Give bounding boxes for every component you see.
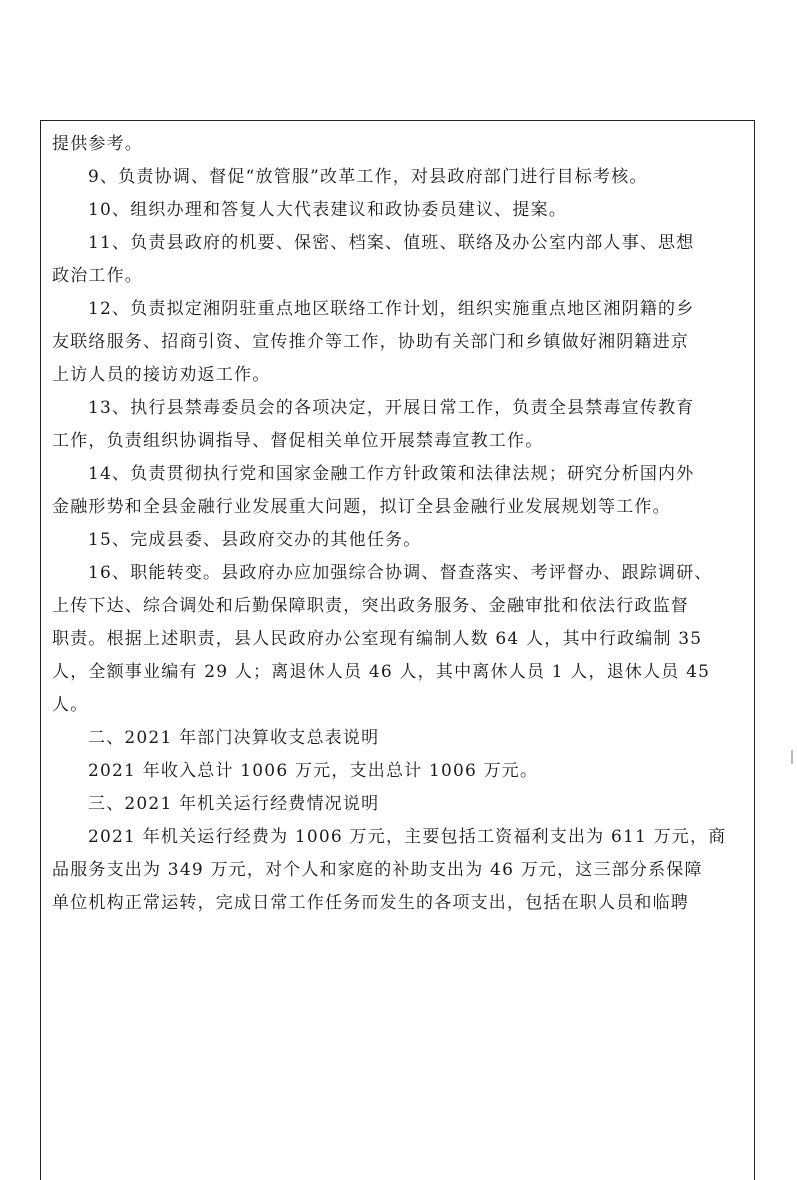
text-line: 2021 年机关运行经费为 1006 万元，主要包括工资福利支出为 611 万元，商 bbox=[88, 827, 727, 847]
paragraph-budget-summary bbox=[52, 755, 744, 788]
text-line: 14、负责贯彻执行党和国家金融工作方针政策和法律法规；研究分析国内外 bbox=[88, 464, 695, 484]
text-line: 提供参考。 bbox=[52, 134, 143, 154]
paragraph-item-14 bbox=[52, 458, 744, 524]
text-line: 10、组织办理和答复人大代表建议和政协委员建议、提案。 bbox=[88, 200, 568, 220]
paragraph-item-9 bbox=[52, 161, 744, 194]
paragraph-item-15 bbox=[52, 524, 744, 557]
paragraph-item-11 bbox=[52, 227, 744, 293]
text-line: 工作，负责组织协调指导、督促相关单位开展禁毒宣教工作。 bbox=[52, 431, 544, 451]
text-line: 15、完成县委、县政府交办的其他任务。 bbox=[88, 530, 422, 550]
text-line: 单位机构正常运转，完成日常工作任务而发生的各项支出，包括在职人员和临聘 bbox=[52, 893, 689, 913]
text-line: 金融形势和全县金融行业发展重大问题，拟订全县金融行业发展规划等工作。 bbox=[52, 497, 671, 517]
text-line: 12、负责拟定湘阴驻重点地区联络工作计划，组织实施重点地区湘阴籍的乡 bbox=[88, 299, 695, 319]
scan-artifact bbox=[791, 750, 793, 764]
paragraph-item-13 bbox=[52, 392, 744, 458]
text-line: 上传下达、综合调处和后勤保障职责，突出政务服务、金融审批和依法行政监督 bbox=[52, 596, 689, 616]
text-line: 人。 bbox=[52, 695, 89, 715]
text-line: 2021 年收入总计 1006 万元，支出总计 1006 万元。 bbox=[88, 761, 539, 781]
text-line: 16、职能转变。县政府办应加强综合协调、督查落实、考评督办、跟踪调研、 bbox=[88, 563, 713, 583]
paragraph-item-10 bbox=[52, 194, 744, 227]
text-line: 11、负责县政府的机要、保密、档案、值班、联络及办公室内部人事、思想 bbox=[88, 233, 695, 253]
text-line: 友联络服务、招商引资、宣传推介等工作，协助有关部门和乡镇做好湘阴籍进京 bbox=[52, 332, 689, 352]
text-line: 人，全额事业编有 29 人；离退休人员 46 人，其中离休人员 1 人，退休人员 45 bbox=[52, 662, 711, 682]
text-line: 9、负责协调、督促“放管服”改革工作，对县政府部门进行目标考核。 bbox=[88, 167, 648, 187]
text-line: 职责。根据上述职责，县人民政府办公室现有编制人数 64 人，其中行政编制 35 bbox=[52, 629, 703, 649]
text-line: 政治工作。 bbox=[52, 266, 143, 286]
paragraph-item-16 bbox=[52, 557, 744, 722]
paragraph-continuation bbox=[52, 128, 744, 161]
section-heading-2: 二、2021 年部门决算收支总表说明 bbox=[88, 728, 380, 748]
text-line: 品服务支出为 349 万元，对个人和家庭的补助支出为 46 万元，这三部分系保障 bbox=[52, 860, 703, 880]
text-line: 13、执行县禁毒委员会的各项决定，开展日常工作，负责全县禁毒宣传教育 bbox=[88, 398, 695, 418]
document-body bbox=[52, 128, 744, 920]
text-line: 上访人员的接访劝返工作。 bbox=[52, 365, 271, 385]
paragraph-operating-costs bbox=[52, 821, 744, 920]
paragraph-item-12 bbox=[52, 293, 744, 392]
section-heading-3: 三、2021 年机关运行经费情况说明 bbox=[88, 794, 380, 814]
